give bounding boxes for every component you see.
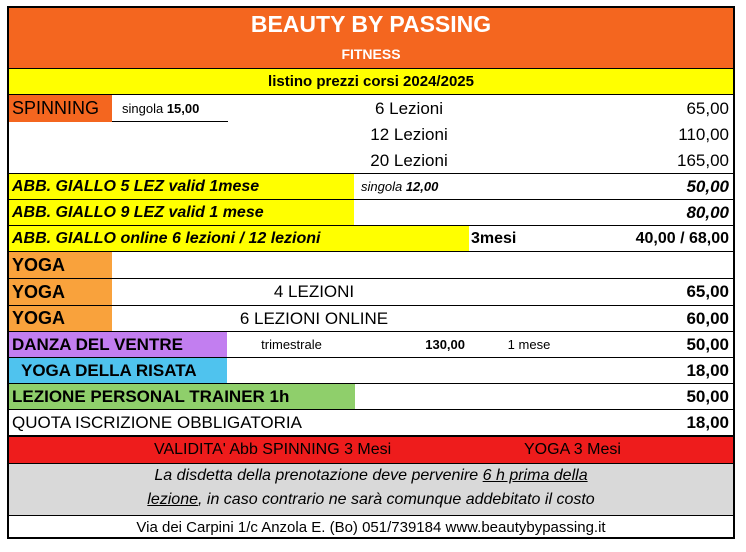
abb-price: 80,00 (686, 202, 729, 222)
quota-price: 18,00 (686, 412, 729, 432)
spinning-row-3 (9, 148, 733, 174)
spinning-lesson-name: 12 Lezioni (370, 125, 448, 144)
yoga-label: YOGA (9, 306, 112, 331)
spinning-lesson-price: 110,00 (678, 125, 729, 144)
risata-label: YOGA DELLA RISATA (9, 358, 227, 383)
quota-row (9, 410, 733, 437)
disdetta-text-c: lezione (147, 491, 198, 508)
abb-singola-value: 12,00 (405, 179, 439, 194)
yoga-price: 60,00 (686, 308, 729, 328)
danza-row (9, 332, 733, 358)
validita-banner (9, 437, 733, 464)
spinning-lesson-price: 165,00 (677, 150, 729, 170)
disdetta-text-d: , in caso contrario ne sarà comunque addebitato il costo (198, 491, 595, 508)
spinning-singola-label: singola (122, 100, 164, 116)
disdetta-note (9, 464, 733, 516)
spinning-lesson-price: 65,00 (686, 98, 729, 118)
validita-spinning: VALIDITA' Abb SPINNING 3 Mesi (154, 441, 392, 458)
abb-label: ABB. GIALLO online 6 lezioni / 12 lezioni (9, 226, 469, 251)
spinning-singola (112, 95, 228, 122)
footer-row (9, 516, 733, 539)
spinning-row-2 (9, 122, 733, 148)
abb-price: 40,00 / 68,00 (635, 229, 729, 247)
listino-row (9, 69, 733, 95)
spinning-row-1 (9, 95, 733, 122)
spinning-singola-price: 15,00 (166, 100, 200, 116)
yoga-price: 65,00 (686, 282, 729, 301)
footer-contact: Via dei Carpini 1/c Anzola E. (Bo) 051/739184 www.beautybypassing.it (136, 519, 606, 536)
personal-price: 50,00 (686, 386, 729, 406)
abb-label: ABB. GIALLO 5 LEZ valid 1mese (9, 174, 354, 199)
abb-row (9, 200, 733, 226)
page-subtitle: FITNESS (341, 46, 401, 62)
danza-price-mese: 50,00 (686, 334, 729, 354)
disdetta-line-2 (9, 491, 733, 509)
yoga-desc: 4 LEZIONI (273, 282, 355, 301)
abb-singola-label: singola (361, 179, 403, 194)
abb-period: 3mesi (471, 229, 517, 247)
disdetta-text-a: La disdetta della prenotazione deve pervenire (154, 467, 483, 484)
spinning-lesson-name: 6 Lezioni (374, 98, 444, 118)
abb-singola (361, 174, 481, 199)
danza-period-trimestrale: trimestrale (261, 337, 322, 352)
yoga-label: YOGA (9, 252, 112, 278)
yoga-desc: 6 LEZIONI ONLINE (239, 308, 389, 328)
disdetta-text-b: 6 h prima della (482, 467, 588, 484)
yoga-label: YOGA (9, 279, 112, 305)
abb-price: 50,00 (686, 176, 729, 196)
danza-price-trimestrale: 130,00 (425, 337, 465, 352)
page-title: BEAUTY BY PASSING (250, 11, 492, 37)
price-list-sheet (7, 6, 735, 539)
quota-label: QUOTA ISCRIZIONE OBBLIGATORIA (12, 412, 302, 432)
spinning-lesson-name: 20 Lezioni (370, 150, 448, 170)
risata-row (9, 358, 733, 384)
risata-price: 18,00 (686, 360, 729, 380)
listino-label: listino prezzi corsi 2024/2025 (268, 73, 474, 90)
abb-row (9, 226, 733, 252)
danza-label: DANZA DEL VENTRE (9, 332, 227, 357)
yoga-row (9, 279, 733, 306)
validita-yoga: YOGA 3 Mesi (524, 441, 621, 458)
disdetta-line-1 (9, 467, 733, 485)
title-banner (9, 8, 733, 69)
abb-label: ABB. GIALLO 9 LEZ valid 1 mese (9, 200, 354, 225)
abb-row (9, 174, 733, 200)
yoga-row (9, 306, 733, 332)
danza-period-mese: 1 mese (507, 337, 551, 352)
personal-row (9, 384, 733, 410)
personal-label: LEZIONE PERSONAL TRAINER 1h (9, 384, 355, 409)
spinning-label: SPINNING (9, 95, 112, 122)
yoga-row (9, 252, 733, 279)
